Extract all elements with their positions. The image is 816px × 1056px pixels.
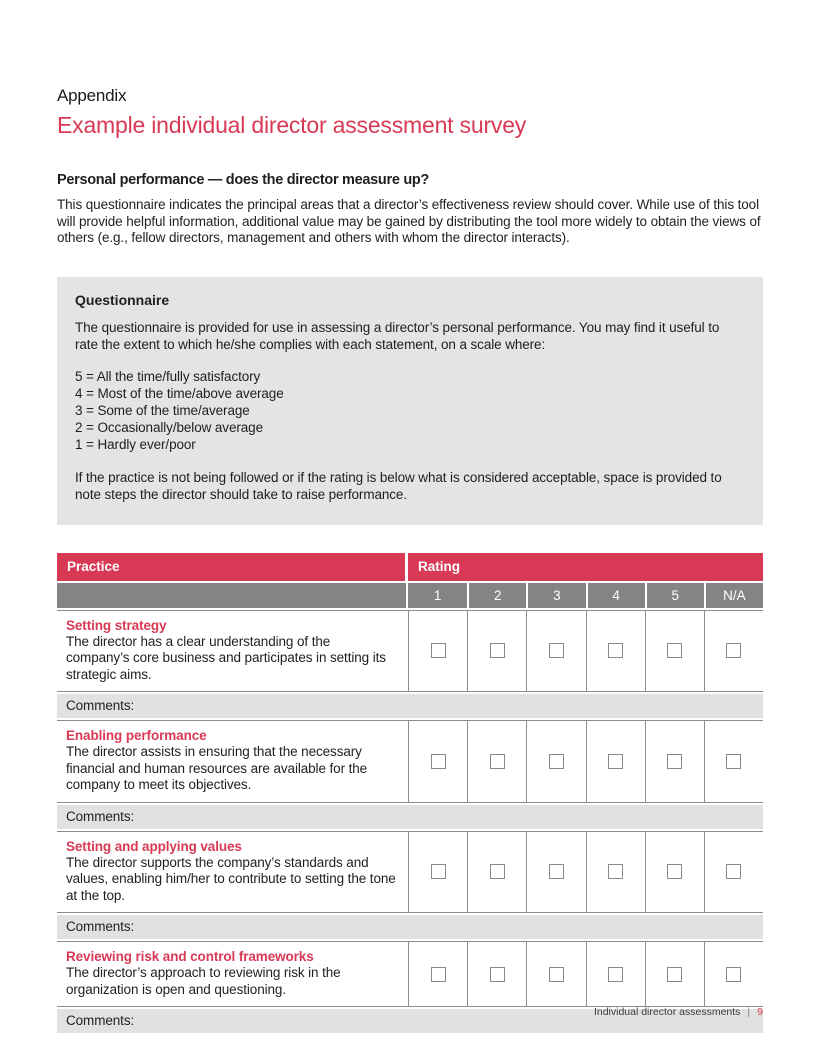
- scale-item-1: 1 = Hardly ever/poor: [75, 436, 196, 452]
- intro-heading: Personal performance — does the director measure up?: [57, 172, 429, 188]
- rating-checkbox[interactable]: [549, 754, 564, 769]
- practice-description: The director’s approach to reviewing risk in the organization is open and questioning.: [66, 965, 341, 997]
- practice-title: Reviewing risk and control frameworks: [66, 949, 314, 964]
- rating-checkbox[interactable]: [549, 864, 564, 879]
- footer-separator: |: [747, 1006, 751, 1018]
- practice-cell: [57, 832, 408, 913]
- rating-checkbox[interactable]: [608, 967, 623, 982]
- rating-checkbox[interactable]: [608, 864, 623, 879]
- blank-subheader-cell: [57, 583, 408, 608]
- rating-cell: [704, 832, 763, 913]
- questionnaire-box: [57, 277, 763, 525]
- rating-cell: [586, 721, 645, 802]
- comments-field[interactable]: [57, 694, 763, 718]
- rating-checkbox[interactable]: [667, 967, 682, 982]
- footer-text: Individual director assessments: [593, 1006, 741, 1018]
- rating-checkbox[interactable]: [726, 864, 741, 879]
- rating-checkbox[interactable]: [490, 967, 505, 982]
- practice-cell: [57, 721, 408, 802]
- assessment-table: [57, 553, 763, 1034]
- rating-checkbox[interactable]: [490, 754, 505, 769]
- comments-field[interactable]: [57, 805, 763, 829]
- rating-cell: [408, 832, 467, 913]
- rating-cell: [408, 942, 467, 1006]
- rating-checkbox[interactable]: [431, 864, 446, 879]
- rating-checkbox[interactable]: [431, 754, 446, 769]
- rating-cell: [645, 611, 704, 692]
- table-row: [57, 831, 763, 914]
- rating-cell: [408, 721, 467, 802]
- practice-description: The director supports the company’s standards and values, enabling him/her to contribute to setting the tone at the top.: [66, 854, 396, 903]
- comments-label: Comments:: [66, 1013, 135, 1028]
- rating-column-header: Rating: [408, 553, 763, 581]
- comments-label: Comments:: [66, 808, 135, 824]
- questionnaire-heading: Questionnaire: [75, 291, 170, 308]
- table-row: [57, 941, 763, 1007]
- rating-checkbox[interactable]: [726, 643, 741, 658]
- page-footer: [594, 1006, 763, 1018]
- rating-cell: [526, 611, 585, 692]
- rating-checkbox[interactable]: [667, 864, 682, 879]
- rating-checkbox[interactable]: [726, 967, 741, 982]
- rating-checkbox[interactable]: [549, 967, 564, 982]
- practice-title: Setting strategy: [66, 617, 167, 633]
- questionnaire-intro: The questionnaire is provided for use in assessing a director’s personal performance. You may find it useful to rate the extent to which he/she complies with each statement, on a scale where:: [75, 319, 720, 352]
- rating-checkbox[interactable]: [608, 754, 623, 769]
- rating-cell: [645, 721, 704, 802]
- rating-cell: [704, 611, 763, 692]
- scale-item-2: 2 = Occasionally/below average: [75, 419, 263, 435]
- practice-title: Enabling performance: [66, 728, 207, 743]
- intro-paragraph: This questionnaire indicates the principal areas that a director’s effectiveness review should cover. While use of this tool will provide helpful information, additional value may be gained by distributing the tool more widely to obtain the views of others (e.g., fellow directors, management and others with whom the director interacts).: [57, 197, 761, 245]
- rating-checkbox[interactable]: [549, 643, 564, 658]
- practice-cell: [57, 611, 408, 692]
- rating-scale-header-row: [57, 583, 763, 608]
- table-row: [57, 610, 763, 693]
- rating-cell: [467, 611, 526, 692]
- practice-cell: [57, 942, 408, 1006]
- scale-item-4: 4 = Most of the time/above average: [75, 385, 284, 401]
- rating-col-5: 5: [645, 583, 704, 608]
- rating-col-4: 4: [586, 583, 645, 608]
- rating-col-na: N/A: [704, 583, 763, 608]
- rating-cell: [586, 942, 645, 1006]
- rating-checkbox[interactable]: [431, 643, 446, 658]
- table-header-row: [57, 553, 763, 581]
- rating-checkbox[interactable]: [667, 754, 682, 769]
- page-title: Example individual director assessment survey: [57, 112, 527, 138]
- rating-cell: [645, 942, 704, 1006]
- questionnaire-note: If the practice is not being followed or if the rating is below what is considered acceptable, space is provided to note steps the director should take to raise performance.: [75, 469, 722, 502]
- rating-cell: [467, 832, 526, 913]
- rating-cell: [526, 832, 585, 913]
- rating-checkbox[interactable]: [490, 643, 505, 658]
- rating-checkbox[interactable]: [490, 864, 505, 879]
- rating-cell: [645, 832, 704, 913]
- scale-item-5: 5 = All the time/fully satisfactory: [75, 368, 261, 384]
- rating-scale-list: [75, 368, 743, 453]
- practice-description: The director has a clear understanding of the company’s core business and participates in setting its strategic aims.: [66, 633, 386, 682]
- comments-field[interactable]: [57, 915, 763, 939]
- rating-checkbox[interactable]: [608, 643, 623, 658]
- rating-col-1: 1: [408, 583, 467, 608]
- practice-title: Setting and applying values: [66, 838, 242, 854]
- rating-checkbox[interactable]: [431, 967, 446, 982]
- comments-label: Comments:: [66, 698, 135, 713]
- rating-cell: [526, 942, 585, 1006]
- table-row: [57, 720, 763, 803]
- rating-cell: [467, 721, 526, 802]
- practice-column-header: Practice: [57, 553, 408, 581]
- rating-checkbox[interactable]: [726, 754, 741, 769]
- rating-checkbox[interactable]: [667, 643, 682, 658]
- practice-description: The director assists in ensuring that the necessary financial and human resources are available for the company to meet its objectives.: [66, 744, 368, 792]
- scale-item-3: 3 = Some of the time/average: [75, 402, 250, 418]
- rating-col-2: 2: [467, 583, 526, 608]
- rating-cell: [704, 942, 763, 1006]
- rating-cell: [586, 611, 645, 692]
- rating-cell: [408, 611, 467, 692]
- page-number: 9: [757, 1006, 763, 1018]
- rating-cell: [526, 721, 585, 802]
- rating-col-3: 3: [526, 583, 585, 608]
- comments-label: Comments:: [66, 919, 135, 934]
- rating-cell: [586, 832, 645, 913]
- rating-cell: [467, 942, 526, 1006]
- section-kicker: Appendix: [57, 86, 127, 105]
- rating-cell: [704, 721, 763, 802]
